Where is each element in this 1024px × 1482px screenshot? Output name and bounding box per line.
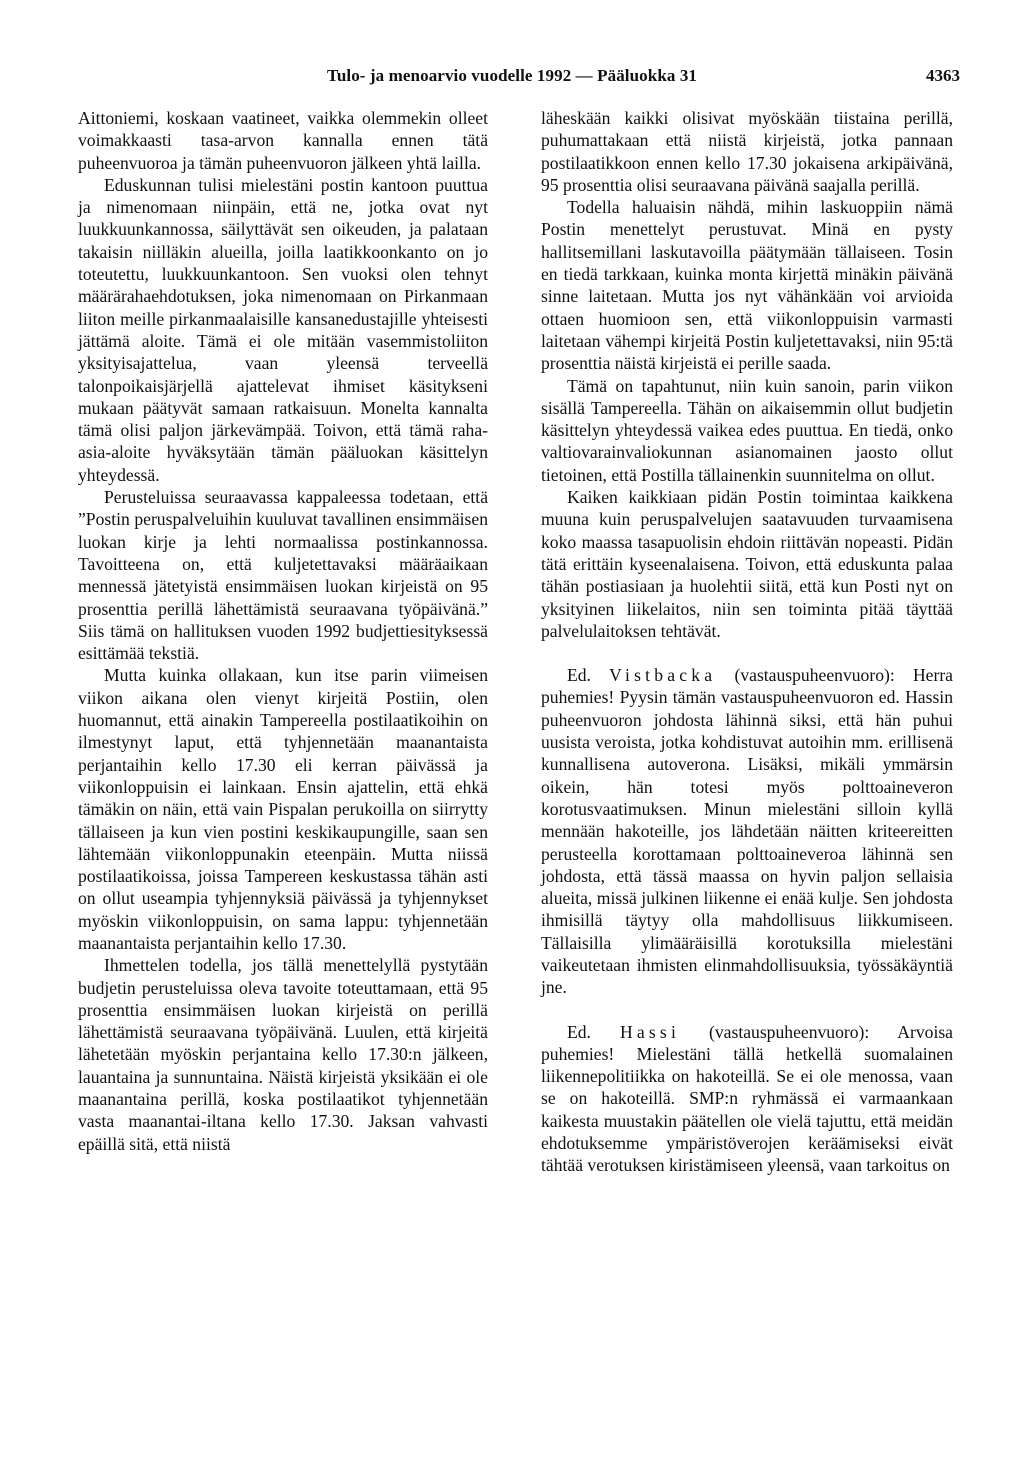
paragraph: läheskään kaikki olisivat myöskään tiistaina perillä, puhumattakaan että niistä kirjeistä, jotka pannaan postilaatikkoon ennen kello 17.30 jokaisena arkipäivänä, 95 prosenttia olisi seuraavana päivänä saajalla perillä. — [541, 108, 953, 195]
running-header — [0, 66, 1024, 90]
speaker-prefix: Ed. — [567, 665, 591, 686]
left-column — [78, 107, 488, 1155]
speech-vistbacka — [541, 664, 953, 998]
speaker-name: Hassi — [619, 1021, 681, 1042]
paragraph: Todella haluaisin nähdä, mihin laskuoppiin nämä Postin menettelyt perustuvat. Minä en pysty hallitsemillani laskutavoilla päätymään tällaiseen. Tosin en tiedä tarkkaan, kuinka monta kirjettä minäkin päivänä sinne laitetaan. Mutta jos nyt vähänkään voi arvioida ottaen huomioon sen, että viikonloppuisin varmasti laitetaan vähempi kirjeitä Postin kuljetettavaksi, niin 95:tä prosenttia näistä kirjeistä ei perille saada. — [541, 197, 953, 374]
right-column — [541, 107, 953, 1177]
header-title: Tulo- ja menoarvio vuodelle 1992 — Pääluokka 31 — [326, 66, 698, 85]
speaker-name: Vistbacka — [609, 665, 717, 686]
speech-text: (vastauspuheenvuoro): Herra puhemies! Pyysin tämän vastauspuheenvuoron ed. Hassin puheenvuoron johdosta lähinnä siksi, että hän puhui uusista veroista, jotka kohdistuvat autoihin mm. erillisenä kunnallisena autoverona. Lisäksi, mikäli ymmärsin oikein, hän totesi myös polttoaineveron korotusvaatimuksen. Minun mielestäni silloin kyllä mennään hakoteille, jos lähdetään näitten kriteereitten perusteella korottamaan polttoaineveroa lähinnä sen johdosta, että tässä maassa on hyvin paljon sellaisia alueita, missä julkinen liikenne ei enää kulje. Sen johdosta ihmisillä täytyy olla mahdollisuus liikkumiseen. Tällaisilla ylimääräisillä korotuksilla mielestäni vaikeutetaan ihmisten elinmahdollisuuksia, työssäkäyntiä jne. — [541, 665, 953, 998]
paragraph: Mutta kuinka ollakaan, kun itse parin viimeisen viikon aikana olen vienyt kirjeitä Postiin, olen huomannut, että ainakin Tampereella postilaatikoihin on ilmestynyt laput, että tyhjennetään maanantaista perjantaihin kello 17.30 eli kerran päivässä ja viikonloppuisin ei lainkaan. Ensin ajattelin, että ehkä tämäkin on näin, että vain Pispalan perukoilla on siirrytty tällaiseen ja kun vien postini keskikaupungille, saan sen lähtemään viikonloppunakin eteenpäin. Mutta niissä postilaatikoissa, joissa Tampereen keskustassa tähän asti on ollut useampia tyhjennyksiä päivässä ja tyhjennykset myöskin viikonloppuisin, on sama lappu: tyhjennetään maanantaista perjantaihin kello 17.30. — [78, 665, 488, 953]
paragraph: Kaiken kaikkiaan pidän Postin toimintaa kaikkena muuna kuin peruspalvelujen saatavuuden turvaamisena koko maassa tasapuolisin ehdoin riittävän nopeasti. Pidän tätä erittäin kyseenalaisena. Toivon, että eduskunta palaa tähän postiasiaan ja huolehtii siitä, että kun Posti nyt on yksityinen liikelaitos, niin sen toiminta pitää täyttää palvelulaitoksen tehtävät. — [541, 487, 953, 641]
paragraph: Eduskunnan tulisi mielestäni postin kantoon puuttua ja nimenomaan niinpäin, että ne, jotka ovat nyt luukkuunkannossa, säilyttävät sen oikeuden, ja palataan takaisin niilläkin alueilla, joilla laatikkoonkanto on jo toteutettu, luukkuunkantoon. Sen vuoksi olen tehnyt määrärahaehdotuksen, joka nimenomaan on Pirkanmaan liiton meille pirkanmaalaisille kansanedustajille yhteisesti jättämä aloite. Tämä ei ole mitään vasemmistoliiton yksityisajattelua, vaan yleensä terveellä talonpoikaisjärjellä ajattelevat ihmiset käsitykseni mukaan päätyvät samaan ratkaisuun. Monelta kannalta tämä olisi paljon järkevämpää. Toivon, että tämä raha-asia-aloite hyväksytään tämän pääluokan käsittelyn yhteydessä. — [78, 174, 488, 485]
speaker-prefix: Ed. — [567, 1021, 591, 1042]
speech-text: (vastauspuheenvuoro): Arvoisa puhemies! Mielestäni tällä hetkellä suomalainen liikennepolitiikka on hakoteillä. Se ei ole menossa, vaan se on hakoteillä. SMP:n ryhmässä ei varmaankaan kaikesta muustakin päätellen ole vielä tajuttu, että meidän ehdotuksemme ympäristöverojen keräämiseksi eivät tähtää verotuksen kiristämiseen yleensä, vaan tarkoitus on — [541, 1021, 953, 1176]
speech-hassi — [541, 1021, 953, 1177]
paragraph: Perusteluissa seuraavassa kappaleessa todetaan, että ”Postin peruspalveluihin kuuluvat tavallinen ensimmäisen luokan kirje ja lehti normaalissa postinkannossa. Tavoitteena on, että kuljetettavaksi määräaikaan mennessä jätetyistä ensimmäisen luokan kirjeistä on 95 prosenttia perillä lähettämistä seuraavana työpäivänä.” Siis tämä on hallituksen vuoden 1992 budjettiesityksessä esittämää tekstiä. — [78, 487, 488, 664]
paragraph: Tämä on tapahtunut, niin kuin sanoin, parin viikon sisällä Tampereella. Tähän on aikaisemmin ollut budjetin käsittelyn yhteydessä vaikea edes puuttua. En tiedä, onko valtiovarainvaliokunnan asianomainen jaosto ollut tietoinen, että Postilla tällainenkin suunnitelma on ollut. — [541, 375, 953, 485]
paragraph: Aittoniemi, koskaan vaatineet, vaikka olemmekin olleet voimakkaasti tasa-arvon kannalla ennen tätä puheenvuoroa ja tämän puheenvuoron jälkeen yhtä lailla. — [78, 108, 488, 173]
paragraph: Ihmettelen todella, jos tällä menettelyllä pystytään budjetin perusteluissa oleva tavoite toteuttamaan, että 95 prosenttia ensimmäisen luokan kirjeistä on perillä lähettämistä seuraavana työpäivänä. Luulen, että kirjeitä lähetetään myöskin perjantaina kello 17.30:n jälkeen, lauantaina ja sunnuntaina. Näistä kirjeistä yksikään ei ole maanantaina perillä, koska postilaatikot tyhjennetään vasta maanantai-iltana kello 17.30. Jaksan vahvasti epäillä sitä, että niistä — [78, 955, 488, 1154]
page-number: 4363 — [926, 66, 960, 85]
